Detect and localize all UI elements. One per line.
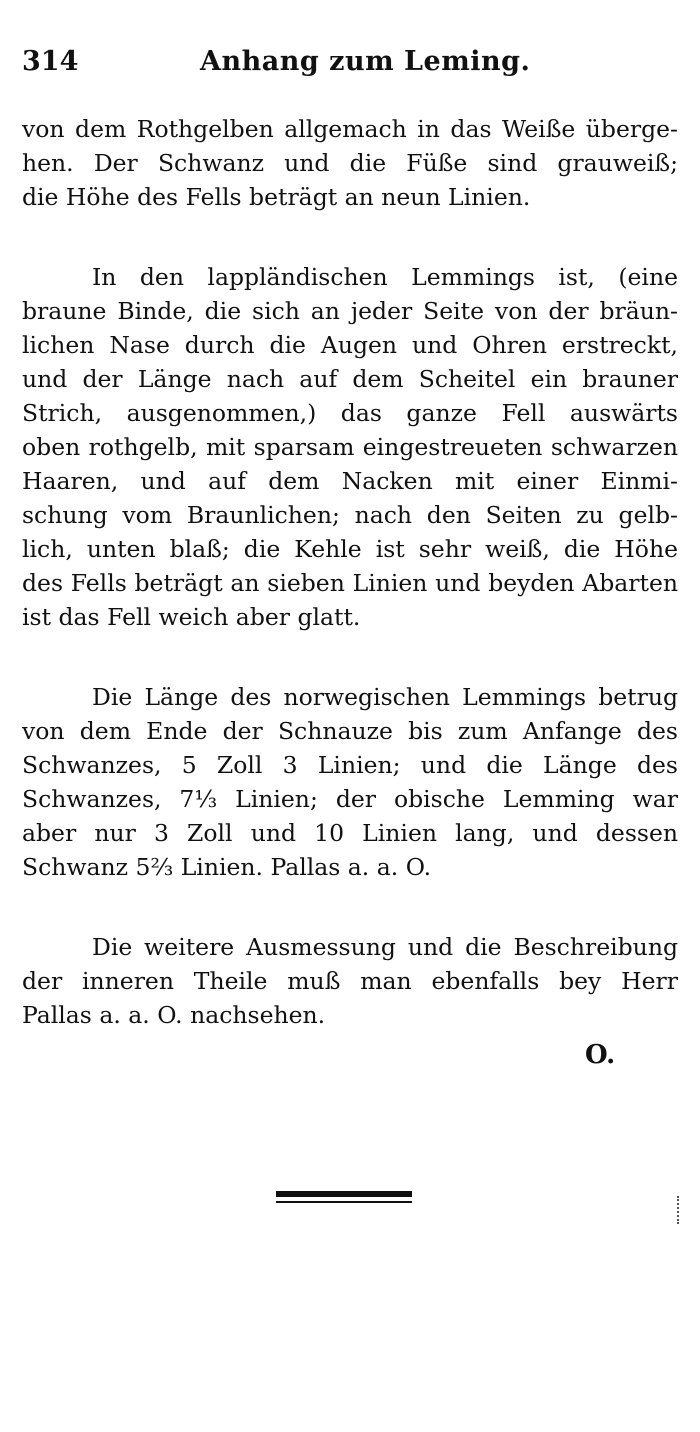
- text-line: die Höhe des Fells beträgt an neun Linien.: [22, 183, 531, 211]
- page-header: [22, 40, 672, 90]
- author-signature: O.: [585, 1040, 616, 1070]
- text-line: hen. Der Schwanz und die Füße sind grauweiß;: [22, 149, 678, 177]
- text-line: des Fells beträgt an sieben Linien und beyden Abarten: [22, 569, 678, 597]
- text-line: Pallas a. a. O. nachsehen.: [22, 1001, 326, 1029]
- text-line: Strich, ausgenommen,) das ganze Fell auswärts: [22, 399, 678, 427]
- text-line: Die weitere Ausmessung und die Beschreibung: [92, 933, 678, 961]
- text-line: Schwanzes, 7⅓ Linien; der obische Lemming war: [22, 785, 678, 813]
- text-line: lichen Nase durch die Augen und Ohren erstreckt,: [22, 331, 678, 359]
- text-line: In den lappländischen Lemmings ist, (eine: [92, 263, 678, 291]
- text-line: lich, unten blaß; die Kehle ist sehr weiß, die Höhe: [22, 535, 678, 563]
- text-line: ist das Fell weich aber glatt.: [22, 603, 361, 631]
- rule-thin-line: [276, 1201, 412, 1203]
- text-line: der inneren Theile muß man ebenfalls bey Herr: [22, 967, 678, 995]
- text-line: von dem Ende der Schnauze bis zum Anfange des: [22, 717, 678, 745]
- text-line: aber nur 3 Zoll und 10 Linien lang, und dessen: [22, 819, 678, 847]
- page-edge-mark: [677, 1196, 682, 1224]
- running-head: Anhang zum Leming.: [200, 46, 531, 77]
- text-line: Die Länge des norwegischen Lemmings betrug: [92, 683, 678, 711]
- text-line: Haaren, und auf dem Nacken mit einer Einmi-: [22, 467, 678, 495]
- text-line: braune Binde, die sich an jeder Seite von der bräun-: [22, 297, 678, 325]
- text-line: schung vom Braunlichen; nach den Seiten zu gelb-: [22, 501, 678, 529]
- text-line: Schwanzes, 5 Zoll 3 Linien; und die Länge des: [22, 751, 678, 779]
- rule-thick-line: [276, 1191, 412, 1197]
- text-line: Schwanz 5⅔ Linien. Pallas a. a. O.: [22, 853, 432, 881]
- text-line: und der Länge nach auf dem Scheitel ein brauner: [22, 365, 678, 393]
- text-line: oben rothgelb, mit sparsam eingestreueten schwarzen: [22, 433, 678, 461]
- text-line: von dem Rothgelben allgemach in das Weiße überge-: [22, 115, 678, 143]
- page-number: 314: [22, 46, 79, 77]
